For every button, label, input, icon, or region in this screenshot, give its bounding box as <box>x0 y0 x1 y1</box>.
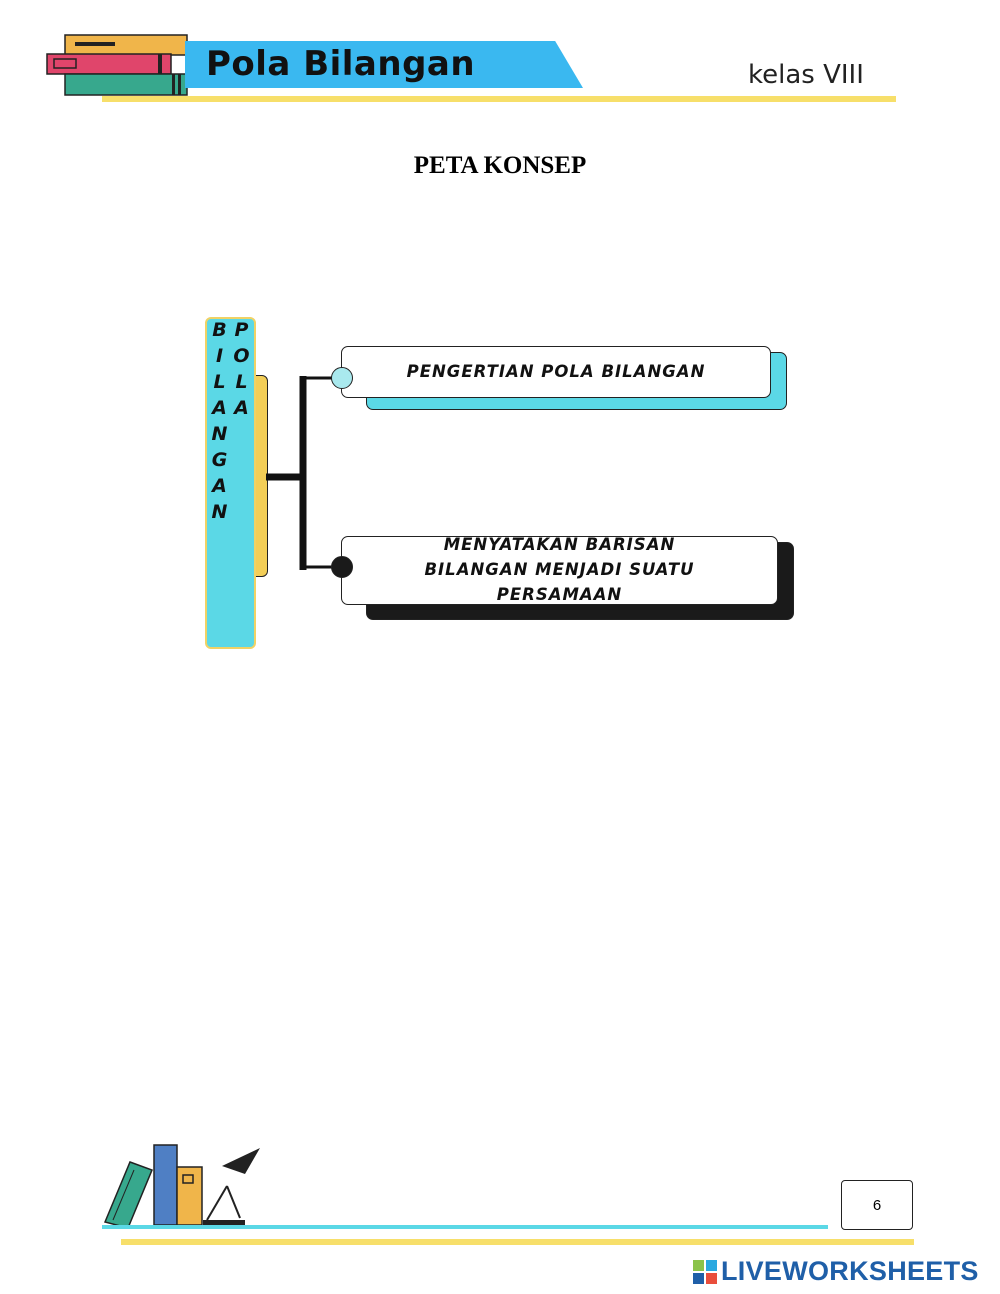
branch-1-connector-dot <box>331 367 353 389</box>
footer-divider-blue <box>102 1225 828 1229</box>
liveworksheets-logo-icon <box>693 1260 717 1284</box>
books-and-lamp-icon <box>100 1140 265 1230</box>
class-label: kelas VIII <box>748 60 864 90</box>
branch-1-card <box>341 346 771 398</box>
branch-2-label: MENYATAKAN BARISAN BILANGAN MENJADI SUATU PERSAMAAN <box>424 535 695 604</box>
branch-1-label: PENGERTIAN POLA BILANGAN <box>406 361 706 381</box>
stacked-books-icon <box>44 32 192 98</box>
header-title: Pola Bilangan <box>206 44 476 84</box>
page-title: PETA KONSEP <box>413 152 587 179</box>
branch-2-connector-dot <box>331 556 353 578</box>
root-node <box>205 317 256 649</box>
header-divider <box>102 96 896 102</box>
watermark-text: LIVEWORKSHEETS <box>721 1256 979 1286</box>
page-number: 6 <box>841 1180 913 1230</box>
footer-divider-yellow <box>121 1239 914 1245</box>
watermark <box>693 1256 979 1287</box>
root-node-label: POLA BILANGAN <box>208 319 253 527</box>
branch-2-card <box>341 536 778 605</box>
